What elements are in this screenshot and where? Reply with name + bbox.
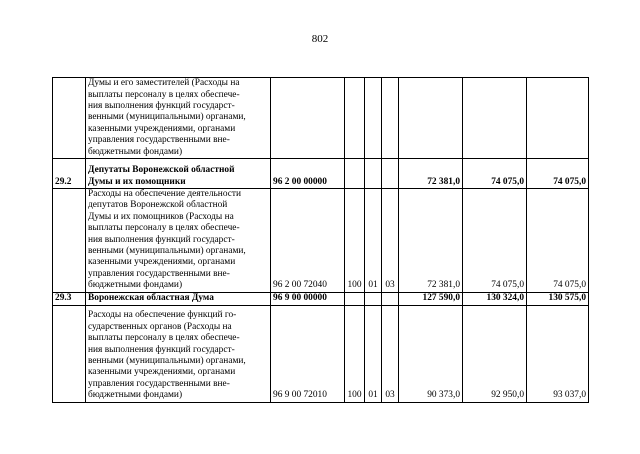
target-article-code: 96 9 00 00000: [271, 292, 345, 305]
target-article-code: 96 2 00 00000: [271, 159, 345, 189]
expense-type-code: [345, 78, 365, 159]
expense-type-code: [345, 159, 365, 189]
amount-year-1: 90 373,0: [399, 305, 463, 402]
table-row: [53, 189, 589, 293]
section-code: [365, 159, 382, 189]
amount-year-3: 74 075,0: [527, 189, 589, 293]
subsection-code: [382, 78, 399, 159]
page-number: 802: [311, 33, 329, 45]
row-description: Депутаты Воронежской областной Думы и их помощники: [86, 159, 271, 189]
row-description: Расходы на обеспечение функций го- сударственных органов (Расходы на выплаты персоналу в целях обеспече- ния выполнения функций государст- венными (муниципальными) органами, казенными учреждениями, органами управления государственными вне- бюджетными фондами): [86, 305, 271, 402]
amount-year-3: 74 075,0: [527, 159, 589, 189]
subsection-code: [382, 292, 399, 305]
row-number: [53, 78, 86, 159]
amount-year-2: [463, 78, 527, 159]
budget-table: [52, 77, 589, 403]
target-article-code: [271, 78, 345, 159]
table-row: [53, 292, 589, 305]
expense-type-code: [345, 292, 365, 305]
subsection-code: 03: [382, 305, 399, 402]
row-number: 29.3: [53, 292, 86, 305]
amount-year-3: 130 575,0: [527, 292, 589, 305]
subsection-code: 03: [382, 189, 399, 293]
row-description: Расходы на обеспечение деятельности депутатов Воронежской областной Думы и их помощников (Расходы на выплаты персоналу в целях обеспече- ния выполнения функций государст- венными (муниципальными) органами, казенными учреждениями, органами управления государственными вне- бюджетными фондами): [86, 189, 271, 293]
row-number: 29.2: [53, 159, 86, 189]
target-article-code: 96 9 00 72010: [271, 305, 345, 402]
amount-year-3: [527, 78, 589, 159]
row-number: [53, 189, 86, 293]
section-code: [365, 292, 382, 305]
amount-year-2: 74 075,0: [463, 189, 527, 293]
amount-year-2: 74 075,0: [463, 159, 527, 189]
amount-year-1: 72 381,0: [399, 189, 463, 293]
table-row: [53, 305, 589, 402]
row-number: [53, 305, 86, 402]
amount-year-1: 127 590,0: [399, 292, 463, 305]
target-article-code: 96 2 00 72040: [271, 189, 345, 293]
amount-year-1: 72 381,0: [399, 159, 463, 189]
amount-year-2: 130 324,0: [463, 292, 527, 305]
amount-year-1: [399, 78, 463, 159]
amount-year-3: 93 037,0: [527, 305, 589, 402]
section-code: [365, 78, 382, 159]
expense-type-code: 100: [345, 189, 365, 293]
amount-year-2: 92 950,0: [463, 305, 527, 402]
table-row: [53, 78, 589, 159]
section-code: 01: [365, 305, 382, 402]
expense-type-code: 100: [345, 305, 365, 402]
table-row: [53, 159, 589, 189]
row-description: Думы и его заместителей (Расходы на выплаты персоналу в целях обеспече- ния выполнения функций государст- венными (муниципальными) органами, казенными учреждениями, органами управления государственными вне- бюджетными фондами): [86, 78, 271, 159]
row-description: Воронежская областная Дума: [86, 292, 271, 305]
subsection-code: [382, 159, 399, 189]
section-code: 01: [365, 189, 382, 293]
